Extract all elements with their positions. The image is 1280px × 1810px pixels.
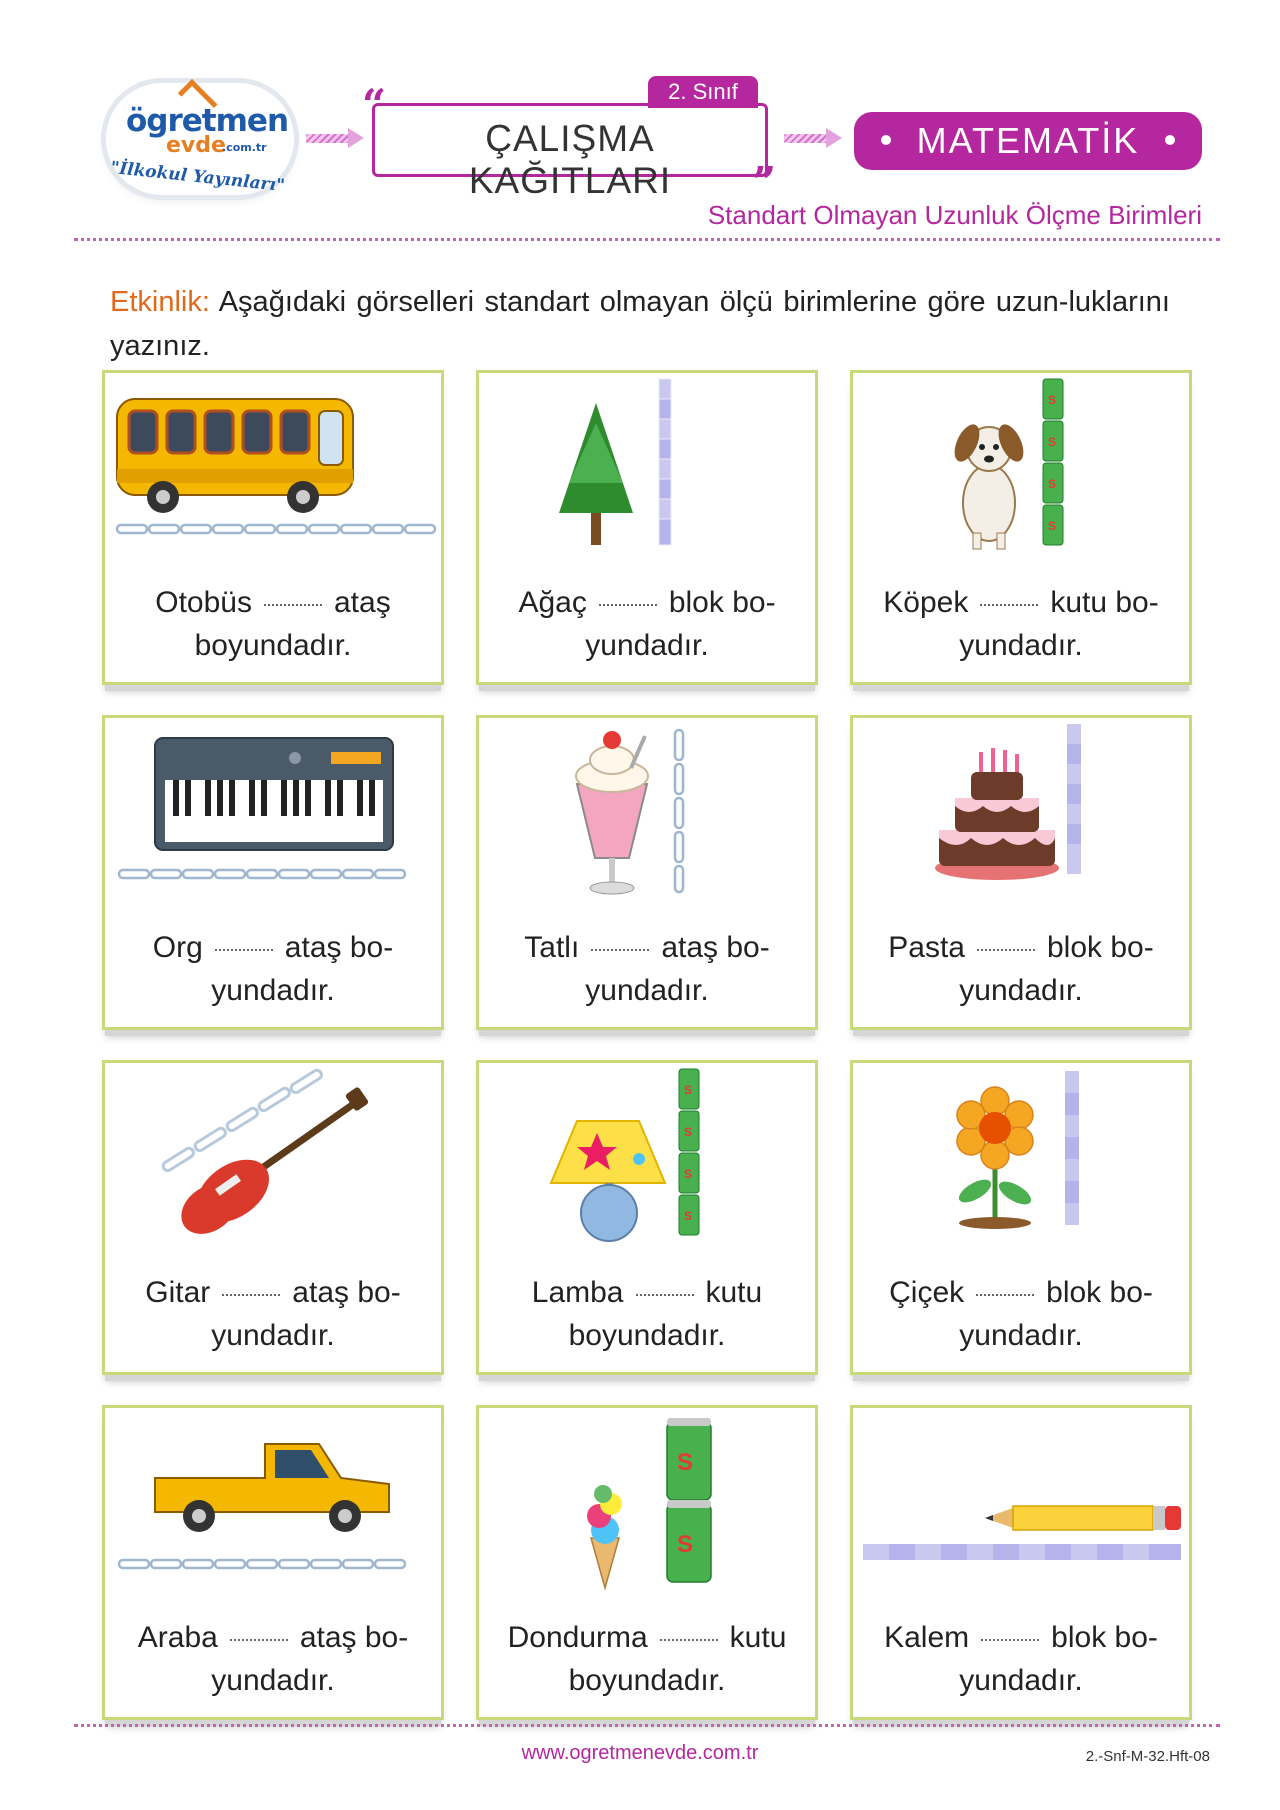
cake-with-blocks-picture xyxy=(853,718,1189,918)
unit-text: kutu bo- xyxy=(1050,586,1159,619)
unit-text: blok bo- xyxy=(1046,931,1154,964)
can-label: S xyxy=(684,1209,693,1223)
exercise-card-flower xyxy=(850,1060,1192,1375)
unit-text: kutu xyxy=(705,1276,763,1309)
exercise-card-guitar xyxy=(102,1060,444,1375)
card-caption xyxy=(105,1616,441,1702)
exercise-card-pencil xyxy=(850,1405,1192,1720)
bullet-dot-icon xyxy=(881,135,891,145)
logo-word-main: ögretmen xyxy=(126,103,289,139)
activity-instruction xyxy=(110,280,1170,368)
exercise-card-dog xyxy=(850,370,1192,685)
answer-blank[interactable] xyxy=(980,604,1038,606)
card-caption xyxy=(479,926,815,1012)
caption-rest: boyundadır. xyxy=(568,1319,726,1352)
keyboard-with-paperclips-picture xyxy=(105,718,441,918)
header-divider xyxy=(74,238,1220,241)
item-name: Pasta xyxy=(888,931,965,964)
unit-text: ataş bo- xyxy=(292,1276,401,1309)
answer-blank[interactable] xyxy=(977,949,1035,951)
answer-blank[interactable] xyxy=(636,1294,694,1296)
quote-close-mark: ” xyxy=(752,158,777,207)
answer-blank[interactable] xyxy=(976,1294,1034,1296)
caption-rest: yundadır. xyxy=(959,629,1083,662)
caption-rest: yundadır. xyxy=(211,1664,335,1697)
exercise-card-cake xyxy=(850,715,1192,1030)
subject-badge xyxy=(854,112,1202,170)
answer-blank[interactable] xyxy=(599,604,657,606)
exercise-card-dessert xyxy=(476,715,818,1030)
worksheet-title: ÇALIŞMA KAĞITLARI xyxy=(468,118,672,201)
answer-blank[interactable] xyxy=(222,1294,280,1296)
caption-rest: yundadır. xyxy=(959,1664,1083,1697)
unit-text: kutu xyxy=(729,1621,787,1654)
unit-text: ataş xyxy=(334,586,391,619)
card-caption xyxy=(105,581,441,667)
unit-text: blok bo- xyxy=(1051,1621,1158,1654)
unit-text: blok bo- xyxy=(1046,1276,1153,1309)
caption-rest: yundadır. xyxy=(211,1319,335,1352)
grade-badge: 2. Sınıf xyxy=(648,76,758,108)
exercise-card-car xyxy=(102,1405,444,1720)
logo-word-sub: evde xyxy=(166,133,226,158)
item-name: Org xyxy=(152,931,203,964)
milkshake-with-paperclips-picture xyxy=(479,718,815,918)
worksheet-header xyxy=(0,0,1280,250)
tree-with-blocks-picture xyxy=(479,373,815,573)
logo-tagline: "İlkokul Yayınları" xyxy=(109,157,286,197)
footer-worksheet-code: 2.-Snf-M-32.Hft-08 xyxy=(1085,1748,1210,1765)
can-label: S xyxy=(1048,519,1057,533)
item-name: Dondurma xyxy=(507,1621,648,1654)
can-label: S xyxy=(684,1167,693,1181)
pickup-truck-with-paperclips-picture xyxy=(105,1408,441,1608)
ice-cream-with-cans-picture xyxy=(479,1408,815,1608)
exercise-grid xyxy=(102,370,1192,1715)
card-caption xyxy=(479,1616,815,1702)
subject-label: MATEMATİK xyxy=(916,120,1140,161)
unit-text: blok bo- xyxy=(668,586,776,619)
card-caption xyxy=(853,581,1189,667)
can-label: S xyxy=(677,1449,694,1476)
exercise-card-lamp xyxy=(476,1060,818,1375)
can-label: S xyxy=(684,1125,693,1139)
unit-text: ataş bo- xyxy=(661,931,770,964)
caption-rest: yundadır. xyxy=(585,629,709,662)
caption-rest: yundadır. xyxy=(211,974,335,1007)
activity-text: Aşağıdaki görselleri standart olmayan ölçü birimlerine göre uzun-luklarını yazınız. xyxy=(110,286,1170,362)
answer-blank[interactable] xyxy=(660,1639,718,1641)
answer-blank[interactable] xyxy=(215,949,273,951)
item-name: Çiçek xyxy=(889,1276,965,1309)
item-name: Araba xyxy=(137,1621,218,1654)
unit-text: ataş bo- xyxy=(284,931,394,964)
can-label: S xyxy=(684,1083,693,1097)
item-name: Köpek xyxy=(883,586,969,619)
exercise-card-keyboard xyxy=(102,715,444,1030)
activity-label: Etkinlik: xyxy=(110,286,210,318)
dog-with-cans-picture xyxy=(853,373,1189,573)
unit-text: ataş bo- xyxy=(299,1621,409,1654)
item-name: Kalem xyxy=(884,1621,970,1654)
exercise-card-ice-cream xyxy=(476,1405,818,1720)
exercise-card-tree xyxy=(476,370,818,685)
can-label: S xyxy=(677,1531,694,1558)
item-name: Tatlı xyxy=(524,931,580,964)
answer-blank[interactable] xyxy=(230,1639,288,1641)
item-name: Ağaç xyxy=(518,586,587,619)
answer-blank[interactable] xyxy=(264,604,322,606)
card-caption xyxy=(479,581,815,667)
caption-rest: boyundadır. xyxy=(194,629,352,662)
can-label: S xyxy=(1048,477,1057,491)
caption-rest: yundadır. xyxy=(959,1319,1083,1352)
bullet-dot-icon xyxy=(1165,135,1175,145)
topic-subtitle: Standart Olmayan Uzunluk Ölçme Birimleri xyxy=(707,200,1202,230)
caption-rest: boyundadır. xyxy=(568,1664,726,1697)
pencil-with-blocks-picture xyxy=(853,1408,1189,1608)
flower-with-blocks-picture xyxy=(853,1063,1189,1263)
arrow-right-icon xyxy=(306,128,366,148)
card-caption xyxy=(479,1271,815,1357)
item-name: Lamba xyxy=(531,1276,624,1309)
guitar-with-paperclips-picture xyxy=(105,1063,441,1263)
can-label: S xyxy=(1048,393,1057,407)
exercise-card-bus xyxy=(102,370,444,685)
caption-rest: yundadır. xyxy=(585,974,709,1007)
item-name: Otobüs xyxy=(155,586,252,619)
arrow-right-icon xyxy=(784,128,844,148)
site-logo[interactable] xyxy=(100,55,300,205)
footer-website-link[interactable]: www.ogretmenevde.com.tr xyxy=(521,1742,759,1764)
bus-with-paperclips-picture xyxy=(105,373,441,573)
card-caption xyxy=(105,1271,441,1357)
quote-open-mark: “ xyxy=(362,80,387,129)
answer-blank[interactable] xyxy=(591,949,649,951)
answer-blank[interactable] xyxy=(981,1639,1039,1641)
card-caption xyxy=(853,1616,1189,1702)
card-caption xyxy=(105,926,441,1012)
caption-rest: yundadır. xyxy=(959,974,1083,1007)
footer-divider xyxy=(74,1724,1220,1727)
logo-domain: .com.tr xyxy=(222,141,267,154)
card-caption xyxy=(853,1271,1189,1357)
card-caption xyxy=(853,926,1189,1012)
can-label: S xyxy=(1048,435,1057,449)
lamp-with-cans-picture xyxy=(479,1063,815,1263)
item-name: Gitar xyxy=(145,1276,211,1309)
